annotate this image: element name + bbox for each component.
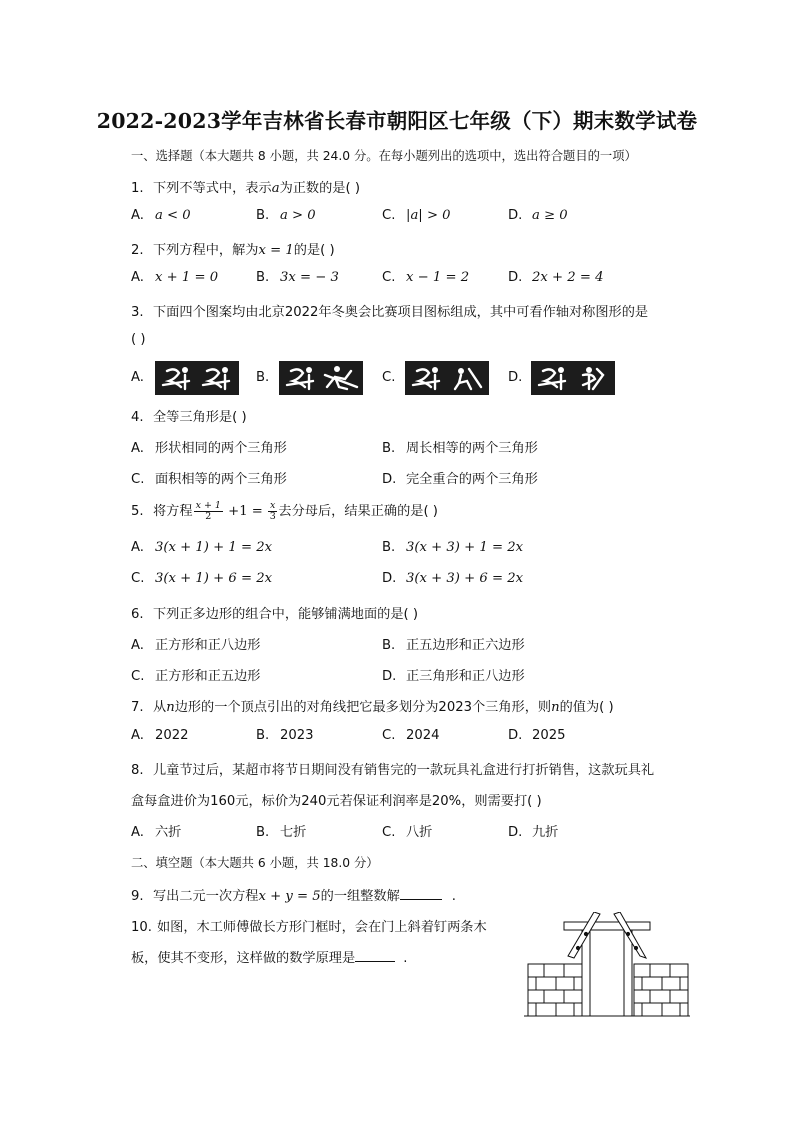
question-7: 7. 从n边形的一个顶点引出的对角线把它最多划分为2023个三角形，则n的值为( )	[131, 700, 614, 715]
q3-option-d-label: D.	[508, 370, 523, 385]
q6-option-d: D. 正三角形和正八边形	[382, 669, 525, 684]
question-8: 8. 儿童节过后，某超市将节日期间没有销售完的一款玩具礼盒进行打折销售，这款玩具礼	[131, 763, 655, 778]
question-3: 3. 下面四个图案均由北京2022年冬奥会比赛项目图标组成，其中可看作轴对称图形的是	[131, 305, 649, 320]
ski-jump-icon	[155, 361, 239, 395]
q5-option-a: A. 3(x + 1) + 1 = 2x	[131, 540, 273, 555]
q2-option-a: A. x + 1 = 0	[131, 270, 219, 285]
question-5: 5. 将方程 $\frac{x + 1}{2}$ +1 = $\frac{x}{3}$ 去分母后，结果正确的是( )	[131, 499, 438, 522]
q3-option-d-image	[531, 361, 615, 395]
q7-option-a: A. 2022	[131, 728, 189, 743]
q6-option-a: A. 正方形和正八边形	[131, 638, 261, 653]
fraction-x-over-3: $\frac{x}{3}$	[269, 499, 276, 522]
q1-option-b: B. a > 0	[256, 208, 316, 223]
fraction-x-plus-1-over-2: $\frac{x + 1}{2}$	[195, 499, 221, 522]
q7-option-c: C. 2024	[382, 728, 440, 743]
door-frame-diagram	[524, 912, 690, 1020]
q4-option-c: C. 面积相等的两个三角形	[131, 472, 287, 487]
q4-option-b: B. 周长相等的两个三角形	[382, 441, 538, 456]
freestyle-skiing-icon	[405, 361, 489, 395]
q8-option-d: D. 九折	[508, 825, 559, 840]
q2-option-d: D. 2x + 2 = 4	[508, 270, 604, 285]
page-title: 2022-2023学年吉林省长春市朝阳区七年级（下）期末数学试卷	[96, 109, 698, 133]
question-10: 10. 如图，木工师傅做长方形门框时，会在门上斜着钉两条木	[131, 920, 487, 935]
q4-option-d: D. 完全重合的两个三角形	[382, 472, 538, 487]
q8-option-b: B. 七折	[256, 825, 307, 840]
q3-option-c-image	[405, 361, 489, 395]
answer-blank-q9[interactable]	[400, 887, 442, 900]
q6-option-c: C. 正方形和正五边形	[131, 669, 261, 684]
q3-option-a-image	[155, 361, 239, 395]
section-heading-fill-blank: 二、填空题（本大题共 6 小题，共 18.0 分）	[131, 856, 379, 870]
q8-option-a: A. 六折	[131, 825, 182, 840]
question-9: 9. 写出二元一次方程x + y = 5的一组整数解 .	[131, 889, 456, 904]
q1-option-d: D. a ≥ 0	[508, 208, 568, 223]
q1-option-c: C. |a| > 0	[382, 208, 451, 223]
section-heading-choice: 一、选择题（本大题共 8 小题，共 24.0 分。在每小题列出的选项中，选出符合题目的一项）	[131, 149, 637, 163]
q3-option-b-image	[279, 361, 363, 395]
q5-option-b: B. 3(x + 3) + 1 = 2x	[382, 540, 524, 555]
question-2: 2. 下列方程中，解为x = 1的是( )	[131, 243, 335, 258]
q5-option-d: D. 3(x + 3) + 6 = 2x	[382, 571, 524, 586]
alpine-skiing-icon	[279, 361, 363, 395]
question-3-paren: ( )	[131, 332, 146, 347]
door-frame-figure	[524, 912, 690, 1020]
q3-option-a-label: A.	[131, 370, 144, 385]
q7-option-b: B. 2023	[256, 728, 314, 743]
answer-blank-q10[interactable]	[355, 949, 395, 962]
q4-option-a: A. 形状相同的两个三角形	[131, 441, 287, 456]
question-8-line2: 盒每盒进价为160元，标价为240元若保证利润率是20%，则需要打( )	[131, 794, 542, 809]
q1-option-a: A. a < 0	[131, 208, 191, 223]
q7-option-d: D. 2025	[508, 728, 566, 743]
q2-option-c: C. x − 1 = 2	[382, 270, 470, 285]
q8-option-c: C. 八折	[382, 825, 433, 840]
question-6: 6. 下列正多边形的组合中，能够铺满地面的是( )	[131, 607, 419, 622]
q3-option-c-label: C.	[382, 370, 396, 385]
question-4: 4. 全等三角形是( )	[131, 410, 247, 425]
q2-option-b: B. 3x = − 3	[256, 270, 339, 285]
q3-option-b-label: B.	[256, 370, 270, 385]
q6-option-b: B. 正五边形和正六边形	[382, 638, 525, 653]
question-10-line2: 板，使其不变形，这样做的数学原理是 .	[131, 951, 408, 966]
q5-option-c: C. 3(x + 1) + 6 = 2x	[131, 571, 273, 586]
question-1: 1. 下列不等式中，表示a为正数的是( )	[131, 181, 360, 196]
snowboard-icon	[531, 361, 615, 395]
